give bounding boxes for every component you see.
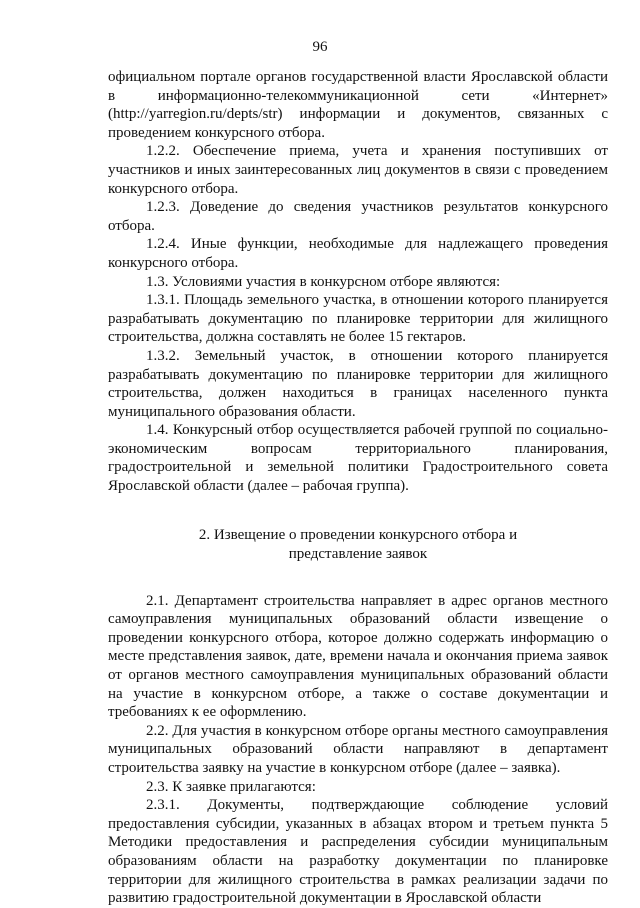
paragraph: 2.3.1. Документы, подтверждающие соблюдение условий предоставления субсидии, указанных в абзацах втором и третьем пункта 5 Методики предоставления и распределения субсидии муниципальным образованиям области на разработку документации по планировке территории для жилищного строительства в рамках реализации задачи по развитию градостроительной документации в Ярославской области [108,797,608,907]
paragraphs-before [108,68,608,496]
section-heading [108,526,608,564]
paragraphs-after [108,592,608,908]
paragraph: 2.1. Департамент строительства направляет в адрес органов местного самоуправления муниципальных образований области извещение о проведении конкурсного отбора, которое должно содержать информацию о месте представления заявок, дате, времени начала и окончания приема заявок от органов местного самоуправления муниципальных образований области на участие в конкурсном отборе, а также о составе документации и требованиях к ее оформлению. [108,592,608,721]
section-heading-line: 2. Извещение о проведении конкурсного отбора и [198,526,518,543]
paragraph: официальном портале органов государственной власти Ярославской области в информационно-телекоммуникационной сети «Интернет» (http://yarregion.ru/depts/str) информации и документов, связанных с проведением конкурсного отбора. [108,69,608,141]
paragraph: 1.3. Условиями участия в конкурсном отборе являются: [146,273,501,290]
paragraph: 1.3.2. Земельный участок, в отношении которого планируется разрабатывать документацию по планировке территории для жилищного строительства, должен находиться в границах населенного пункта муниципального образования области. [108,347,608,420]
paragraph: 1.4. Конкурсный отбор осуществляется рабочей группой по социально-экономическим вопросам территориального планирования, градостроительной и земельной политики Градостроительного совета Ярославской области (далее – рабочая группа). [108,422,608,495]
document-body [108,68,608,908]
paragraph: 1.2.3. Доведение до сведения участников результатов конкурсного отбора. [108,199,608,234]
paragraph: 2.2. Для участия в конкурсном отборе органы местного самоуправления муниципальных образований области направляют в департамент строительства заявку на участие в конкурсном отборе (далее – заявка). [108,722,608,776]
page-number: 96 [312,39,328,55]
paragraph: 1.2.2. Обеспечение приема, учета и хранения поступивших от участников и иных заинтересованных лиц документов в связи с проведением конкурсного отбора. [108,143,608,197]
paragraph: 1.3.1. Площадь земельного участка, в отношении которого планируется разрабатывать документацию по планировке территории для жилищного строительства, должна составлять не более 15 гектаров. [108,292,608,346]
section-heading-line: представление заявок [288,545,428,562]
paragraph: 2.3. К заявке прилагаются: [146,778,316,795]
paragraph: 1.2.4. Иные функции, необходимые для надлежащего проведения конкурсного отбора. [108,236,608,271]
